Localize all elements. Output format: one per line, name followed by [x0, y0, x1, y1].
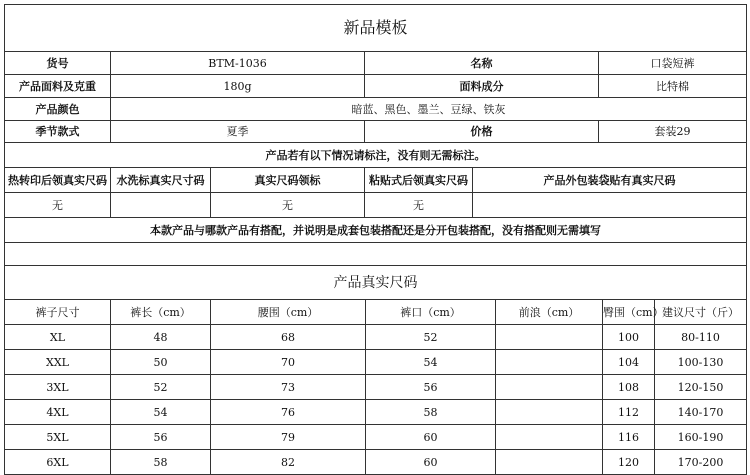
template-title: 新品模板: [5, 5, 747, 52]
name-value: 口袋短裤: [599, 52, 747, 75]
composition-value: 比特棉: [599, 75, 747, 98]
header-hip: 臀围（cm）: [603, 300, 655, 325]
label-value-heat-transfer: 无: [5, 193, 111, 218]
cell-waist: 79: [211, 425, 366, 450]
cell-leg-opening: 60: [366, 450, 496, 475]
cell-length: 54: [111, 400, 211, 425]
cell-size: XL: [5, 325, 111, 350]
season-label: 季节款式: [5, 121, 111, 143]
cell-front-rise: [496, 425, 603, 450]
cell-size: XXL: [5, 350, 111, 375]
price-label: 价格: [365, 121, 599, 143]
cell-leg-opening: 56: [366, 375, 496, 400]
composition-label: 面料成分: [365, 75, 599, 98]
label-header-package: 产品外包装袋贴有真实尺码: [473, 168, 747, 193]
label-header-wash-label: 水洗标真实尺寸码: [111, 168, 211, 193]
price-value: 套装29: [599, 121, 747, 143]
cell-hip: 120: [603, 450, 655, 475]
season-value: 夏季: [111, 121, 365, 143]
cell-front-rise: [496, 350, 603, 375]
name-label: 名称: [365, 52, 599, 75]
table-row: [5, 375, 747, 400]
header-leg-opening: 裤口（cm）: [366, 300, 496, 325]
cell-waist: 70: [211, 350, 366, 375]
header-recommended: 建议尺寸（斤）: [655, 300, 747, 325]
label-value-size-tag: 无: [211, 193, 365, 218]
item-no-value: BTM-1036: [111, 52, 365, 75]
cell-hip: 104: [603, 350, 655, 375]
cell-size: 5XL: [5, 425, 111, 450]
cell-recommended: 160-190: [655, 425, 747, 450]
cell-recommended: 120-150: [655, 375, 747, 400]
table-row: [5, 400, 747, 425]
size-table-header-row: [5, 300, 747, 325]
colors-value: 暗蓝、黑色、墨兰、豆绿、铁灰: [111, 98, 747, 121]
cell-waist: 73: [211, 375, 366, 400]
table-row: [5, 325, 747, 350]
cell-leg-opening: 52: [366, 325, 496, 350]
table-row: [5, 350, 747, 375]
cell-recommended: 170-200: [655, 450, 747, 475]
item-no-label: 货号: [5, 52, 111, 75]
cell-hip: 112: [603, 400, 655, 425]
cell-leg-opening: 54: [366, 350, 496, 375]
header-length: 裤长（cm）: [111, 300, 211, 325]
cell-waist: 82: [211, 450, 366, 475]
header-size: 裤子尺寸: [5, 300, 111, 325]
cell-recommended: 80-110: [655, 325, 747, 350]
cell-leg-opening: 58: [366, 400, 496, 425]
label-value-package: [473, 193, 747, 218]
cell-waist: 68: [211, 325, 366, 350]
cell-front-rise: [496, 325, 603, 350]
label-value-wash-label: [111, 193, 211, 218]
label-header-size-tag: 真实尺码领标: [211, 168, 365, 193]
cell-size: 6XL: [5, 450, 111, 475]
fabric-weight-value: 180g: [111, 75, 365, 98]
cell-hip: 108: [603, 375, 655, 400]
cell-recommended: 100-130: [655, 350, 747, 375]
label-header-sticker: 粘贴式后领真实尺码: [365, 168, 473, 193]
cell-length: 58: [111, 450, 211, 475]
label-header-heat-transfer: 热转印后领真实尺码: [5, 168, 111, 193]
fabric-weight-label: 产品面料及克重: [5, 75, 111, 98]
cell-length: 52: [111, 375, 211, 400]
size-section-title: 产品真实尺码: [5, 266, 747, 300]
cell-front-rise: [496, 450, 603, 475]
cell-front-rise: [496, 375, 603, 400]
cell-leg-opening: 60: [366, 425, 496, 450]
colors-label: 产品颜色: [5, 98, 111, 121]
cell-hip: 116: [603, 425, 655, 450]
cell-waist: 76: [211, 400, 366, 425]
cell-size: 3XL: [5, 375, 111, 400]
cell-front-rise: [496, 400, 603, 425]
table-row: [5, 425, 747, 450]
matching-note: 本款产品与哪款产品有搭配，并说明是成套包装搭配还是分开包装搭配，没有搭配则无需填写: [5, 218, 747, 243]
label-value-sticker: 无: [365, 193, 473, 218]
cell-size: 4XL: [5, 400, 111, 425]
blank-row: [5, 243, 747, 266]
cell-length: 48: [111, 325, 211, 350]
cell-length: 56: [111, 425, 211, 450]
label-note: 产品若有以下情况请标注，没有则无需标注。: [5, 143, 747, 168]
size-table: [4, 299, 747, 475]
cell-recommended: 140-170: [655, 400, 747, 425]
product-info-table: [4, 4, 747, 300]
cell-hip: 100: [603, 325, 655, 350]
header-waist: 腰围（cm）: [211, 300, 366, 325]
header-front-rise: 前浪（cm）: [496, 300, 603, 325]
cell-length: 50: [111, 350, 211, 375]
table-row: [5, 450, 747, 475]
